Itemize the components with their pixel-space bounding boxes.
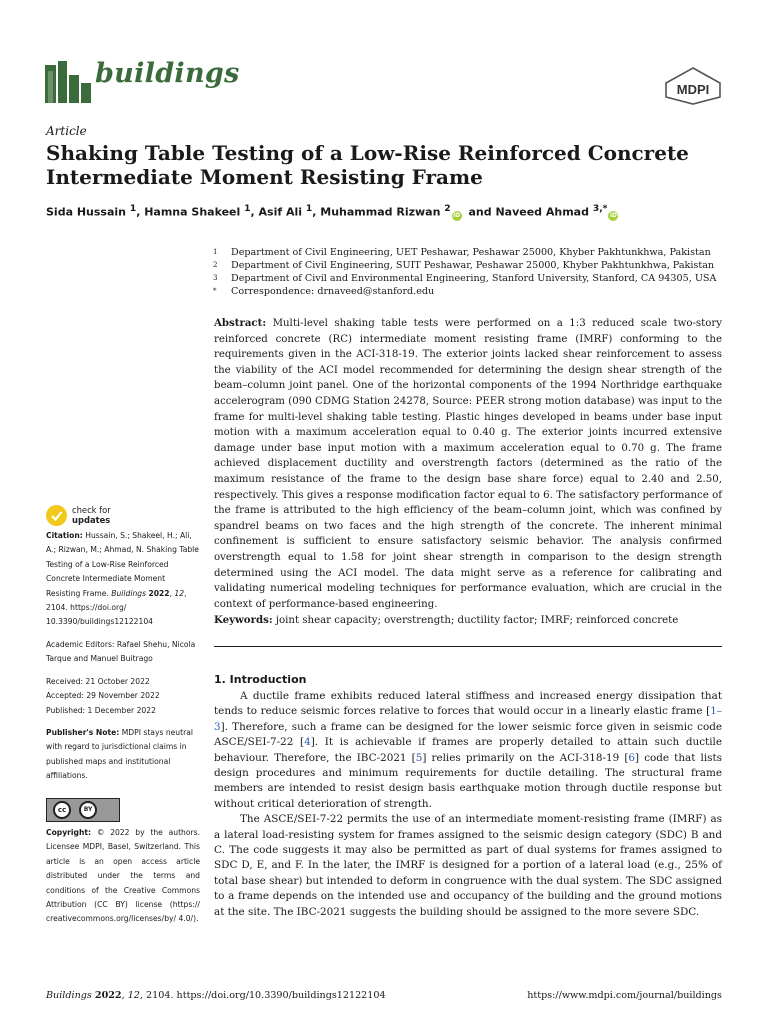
abstract bbox=[214, 316, 722, 612]
dates-block bbox=[46, 675, 200, 718]
intro-paragraph-1 bbox=[214, 689, 722, 812]
citation-block: Citation: Hussain, S.; Shakeel, H.; Ali, A.; Rizwan, M.; Ahmad, N. Shaking Table Testing of a Low-Rise Reinforced Concrete Intermediate Moment Resisting Frame. Buildings 2022, 12, 2104. https://doi.org/ 10.3390/buildings12122104 bbox=[46, 531, 199, 627]
footer-journal: Buildings bbox=[46, 990, 92, 1001]
citation-link[interactable]: 4 bbox=[304, 736, 311, 749]
affiliation-text: Department of Civil Engineering, UET Peshawar, Peshawar 25000, Khyber Pakhtunkhwa, Pakistan bbox=[231, 247, 711, 258]
keywords bbox=[214, 613, 722, 628]
citation-year: 2022 bbox=[148, 588, 170, 598]
academic-editors: Academic Editors: Rafael Shehu, Nicola Tarque and Manuel Buitrago bbox=[46, 640, 196, 664]
author-name: Naveed Ahmad bbox=[495, 205, 589, 219]
publisher-note-label: Publisher's Note: bbox=[46, 728, 120, 737]
by-icon: BY bbox=[79, 801, 97, 819]
abstract-text: Multi-level shaking table tests were performed on a 1:3 reduced scale two-story reinforced concrete (RC) intermediate moment resisting frame (IMRF) conforming to the requirements given in the ACI-318-19. The exterior joints lacked shear reinforcement to assess the viability of the ACI model recommended for determining the design shear strength of the beam–column joint panel. One of the horizontal components of the 1994 Northridge earthquake accelerogram (090 CDMG Station 24278, Source: PEER strong motion database) was input to the frame for multi-level shaking table testing. Plastic hinges developed in beams under base input motion with a maximum acceleration equal to 0.40 g. The exterior joints incurred extensive damage under base input motion with a maximum acceleration equal to 0.70 g. The frame achieved displacement ductility and overstrength factors (determined as the ratio of the maximum resistance of the frame to the design base share force) equal to 2.40 and 2.50, respectively. This gives a response modification factor equal to 6. The satisfactory performance of the frame is attributed to the high efficiency of the beam–column joint, which was confined by spandrel beams on two faces and the high strength of the concrete. The inherent minimal confinement is sufficient to ensure satisfactory seismic behavior. The analysis confirmed overstrength equal to 1.58 for joint shear strength in comparison to the design strength determined using the ACI model. The data might serve as a reference for calibrating and validating numerical modeling techniques for performance evaluation, which are crucial in the context of performance-based engineering. bbox=[214, 318, 722, 610]
paper-title: Shaking Table Testing of a Low-Rise Reinforced Concrete Intermediate Moment Resisting Frame bbox=[46, 141, 689, 189]
journal-logo-icon bbox=[45, 61, 91, 103]
affiliation-row bbox=[213, 246, 728, 259]
citation-journal: Buildings bbox=[111, 588, 147, 598]
affiliation-number: 1 bbox=[213, 248, 218, 256]
author-name: Hamna Shakeel bbox=[144, 205, 241, 219]
affiliation-number: 2 bbox=[213, 261, 218, 269]
keywords-text: joint shear capacity; overstrength; ductility factor; IMRF; reinforced concrete bbox=[275, 615, 679, 626]
mdpi-logo-text: MDPI bbox=[676, 82, 710, 97]
author-affil-mark: 1 bbox=[129, 203, 137, 214]
received-date: Received: 21 October 2022 bbox=[46, 677, 150, 686]
copyright-block bbox=[46, 826, 200, 927]
correspondence-text: Correspondence: drnaveed@stanford.edu bbox=[231, 286, 435, 297]
abstract-label: Abstract: bbox=[214, 317, 267, 329]
affiliation-number: * bbox=[213, 287, 217, 295]
footer-doi[interactable]: , 2104. https://doi.org/10.3390/buildings12122104 bbox=[139, 990, 386, 1001]
accepted-date: Accepted: 29 November 2022 bbox=[46, 691, 160, 701]
affiliation-row bbox=[213, 272, 728, 285]
affiliation-text: Department of Civil and Environmental Engineering, Stanford University, Stanford, CA 94305, USA bbox=[231, 273, 717, 284]
citation-link[interactable]: 6 bbox=[628, 751, 636, 764]
intro-text: ] code that lists design procedures and minimum requirements for ductile detailing. The structural frame members are intended to resist design basis earthquake motion through ductile response but without critical deterioration of strength. bbox=[214, 751, 723, 810]
orcid-icon[interactable]: iD bbox=[453, 211, 461, 219]
cc-icon: cc bbox=[53, 801, 71, 819]
introduction-body bbox=[214, 689, 722, 920]
publisher-note-text: MDPI stays neutral with regard to jurisdictional claims in published maps and institutional affiliations. bbox=[46, 728, 193, 781]
keywords-label: Keywords: bbox=[214, 614, 273, 626]
affiliation-row bbox=[213, 259, 728, 272]
citation-doi[interactable]: , 2104. https://doi.org/ 10.3390/buildings12122104 bbox=[46, 588, 187, 627]
footer-year: 2022 bbox=[94, 990, 122, 1001]
copyright-label: Copyright: bbox=[46, 828, 92, 837]
intro-text: ] relies primarily on the ACI-318-19 [ bbox=[422, 751, 629, 764]
intro-paragraph-2: The ASCE/SEI-7-22 permits the use of an intermediate moment-resisting frame (IMRF) as a lateral load-resisting system for frames assigned to the seismic design category (SDC) B and C. The code suggests it may also be permitted as part of dual systems for frames assigned to SDC D, E, and F. In the later, the IMRF is designed for a portion of a lateral load (e.g., 25% of total base shear) but intended to deform in congruence with the dual system. The SDC assigned to a frame depends on the intended use and occupancy of the building and the ground motions at the site. The IBC-2021 suggests the building should be assigned to the more severe SDC. bbox=[214, 813, 722, 918]
mdpi-logo-icon[interactable] bbox=[664, 67, 722, 105]
citation-text: Hussain, S.; Shakeel, H.; Ali, A.; Rizwan, M.; Ahmad, N. Shaking Table Testing of a Low-Rise Reinforced Concrete Intermediate Moment Resisting Frame. bbox=[46, 531, 199, 598]
author-conjunction: and bbox=[468, 205, 492, 219]
section-heading: 1. Introduction bbox=[214, 673, 307, 686]
intro-text: ]. Therefore, such a frame can be designed for the lower seismic force given in seismic code ASCE/SEI-7-22 [ bbox=[214, 720, 722, 749]
footer-citation: Buildings 2022, 12, 2104. https://doi.org/10.3390/buildings12122104 bbox=[46, 990, 386, 1001]
cc-by-license-icon[interactable] bbox=[46, 798, 120, 822]
publisher-note bbox=[46, 726, 200, 784]
copyright-text: © 2022 by the authors. Licensee MDPI, Basel, Switzerland. This article is an open access article distributed under the terms and conditions of the Creative Commons Attribution (CC BY) license (https:// creativecommons.org/licenses/by/ 4.0/). bbox=[46, 828, 200, 924]
intro-text: ]. It is achievable if frames are properly detailed to attain such ductile behaviour. Therefore, the IBC-2021 [ bbox=[214, 736, 722, 764]
author-name: Muhammad Rizwan bbox=[320, 205, 441, 219]
check-updates-line: check for bbox=[72, 504, 111, 515]
author-name: Sida Hussain bbox=[46, 205, 126, 219]
intro-text: A ductile frame exhibits reduced lateral stiffness and increased energy dissipation that tends to reduce seismic forces relative to forces that would occur in a linearly elastic frame [ bbox=[214, 690, 722, 718]
author-list: Sida Hussain $^1$, Hamna Shakeel $^1$, Asif Ali $^1$, Muhammad Rizwan $^2$iD and Naveed Ahmad $^{3,*}$iD bbox=[46, 203, 617, 219]
citation-label: Citation: bbox=[46, 531, 83, 540]
footer-volume: 12 bbox=[127, 990, 140, 1001]
article-type: Article bbox=[46, 124, 87, 138]
affiliations bbox=[213, 246, 728, 298]
author-name: Asif Ali bbox=[258, 205, 303, 219]
section-divider bbox=[214, 646, 722, 647]
orcid-icon[interactable]: iD bbox=[609, 211, 617, 219]
journal-name[interactable]: buildings bbox=[95, 58, 240, 89]
footer-journal-url[interactable]: https://www.mdpi.com/journal/buildings bbox=[527, 990, 722, 1001]
citation-link[interactable]: 5 bbox=[415, 751, 423, 764]
check-updates-line: updates bbox=[72, 514, 111, 525]
page-footer bbox=[46, 990, 722, 1001]
check-updates-icon bbox=[46, 505, 67, 526]
author-affil-mark: 3,* bbox=[592, 203, 608, 214]
affiliation-number: 3 bbox=[213, 274, 218, 282]
check-for-updates-badge[interactable] bbox=[46, 505, 111, 526]
author-affil-mark: 2 bbox=[444, 203, 451, 214]
author-affil-mark: 1 bbox=[244, 203, 251, 214]
citation-volume: 12 bbox=[174, 588, 185, 598]
citation-link[interactable]: 1–3 bbox=[214, 705, 722, 733]
affiliation-row bbox=[213, 285, 728, 298]
author-affil-mark: 1 bbox=[305, 203, 313, 214]
check-updates-text bbox=[72, 506, 111, 525]
affiliation-text: Department of Civil Engineering, SUIT Peshawar, Peshawar 25000, Khyber Pakhtunkhwa, Pakistan bbox=[231, 260, 715, 271]
published-date: Published: 1 December 2022 bbox=[46, 705, 156, 715]
